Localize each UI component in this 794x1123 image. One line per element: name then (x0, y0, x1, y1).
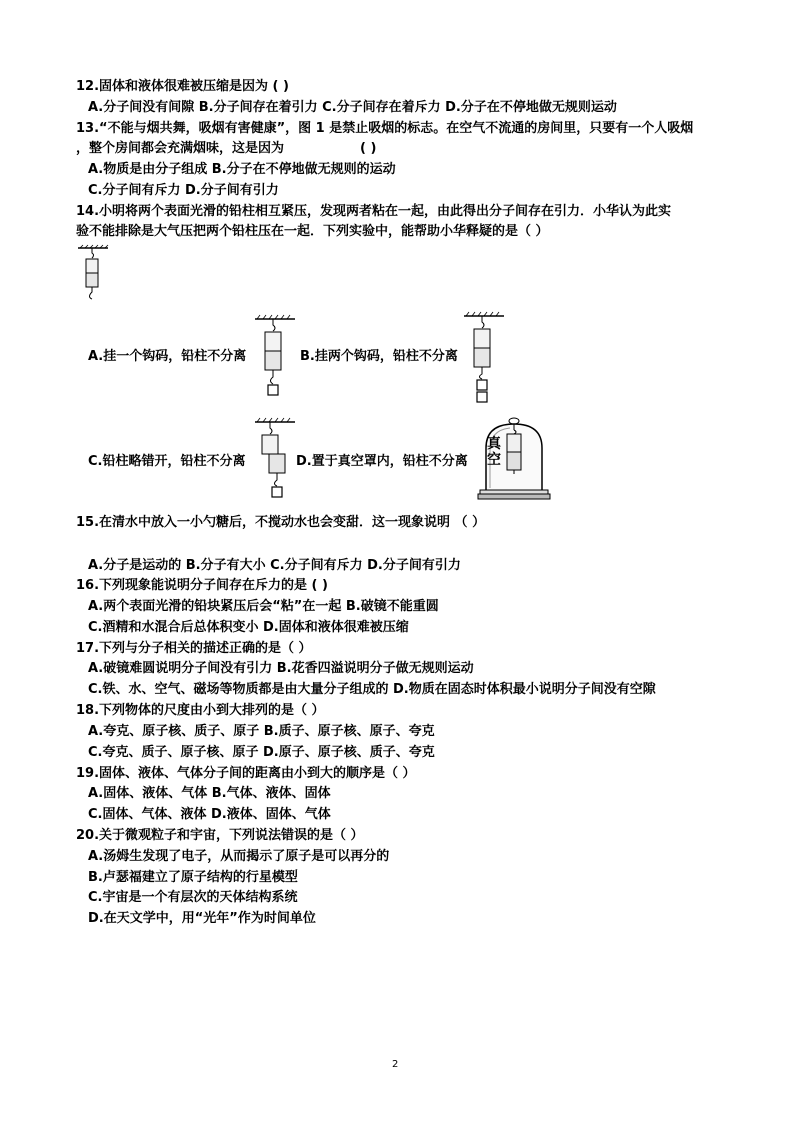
q13-stem-line2: ，整个房间都会充满烟味，这是因为 (76, 141, 285, 156)
q14-option-c: C.铅柱略错开，铅柱不分离 (88, 454, 246, 469)
q16-options-cd: C.酒精和水混合后总体积变小 D.固体和液体很难被压缩 (88, 620, 409, 635)
q15-options: A.分子是运动的 B.分子有大小 C.分子间有斥力 D.分子间有引力 (88, 558, 461, 573)
q20-option-a: A.汤姆生发现了电子，从而揭示了原子是可以再分的 (88, 849, 390, 864)
q20-option-c: C.宇宙是一个有层次的天体结构系统 (88, 890, 298, 905)
option-b-figure (464, 312, 504, 408)
q18-options-ab: A.夸克、原子核、质子、原子 B.质子、原子核、原子、夸克 (88, 724, 435, 739)
q19-options-ab: A.固体、液体、气体 B.气体、液体、固体 (88, 786, 331, 801)
q20-option-b: B.卢瑟福建立了原子结构的行星模型 (88, 870, 298, 885)
original-setup-figure (78, 245, 112, 307)
q17-stem: 17.下列与分子相关的描述正确的是（ ） (76, 641, 312, 656)
q14-option-d: D.置于真空罩内，铅柱不分离 (296, 454, 468, 469)
q13-stem-line1: 13.“不能与烟共舞，吸烟有害健康”，图 1 是禁止吸烟的标志。在空气不流通的房间里，只要有一个人吸烟 (76, 121, 694, 136)
vacuum-label-1: 真 (487, 436, 501, 452)
option-c-figure (255, 418, 299, 502)
q14-stem-line2: 验不能排除是大气压把两个铅柱压在一起．下列实验中，能帮助小华释疑的是（ ） (76, 224, 549, 239)
q13-options-ab: A.物质是由分子组成 B.分子在不停地做无规则的运动 (88, 162, 396, 177)
vacuum-label-2: 空 (487, 452, 501, 468)
q14-option-b: B.挂两个钩码，铅柱不分离 (300, 349, 458, 364)
q13-options-cd: C.分子间有斥力 D.分子间有引力 (88, 183, 279, 198)
q19-options-cd: C.固体、气体、液体 D.液体、固体、气体 (88, 807, 331, 822)
option-a-figure (255, 315, 295, 401)
q12-options: A.分子间没有间隙 B.分子间存在着引力 C.分子间存在着斥力 D.分子在不停地做无规则运动 (88, 100, 617, 115)
q17-options-cd: C.铁、水、空气、磁场等物质都是由大量分子组成的 D.物质在固态时体积最小说明分子间没有空隙 (88, 682, 656, 697)
q14-option-a: A.挂一个钩码，铅柱不分离 (88, 349, 247, 364)
q20-stem: 20.关于微观粒子和宇宙，下列说法错误的是（ ） (76, 828, 364, 843)
q15-stem: 15.在清水中放入一小勺糖后，不搅动水也会变甜．这一现象说明 （ ） (76, 515, 486, 530)
q14-stem-line1: 14.小明将两个表面光滑的铅柱相互紧压，发现两者粘在一起，由此得出分子间存在引力．小华认为此实 (76, 204, 672, 219)
q13-answer-paren: ( ) (360, 141, 377, 156)
q18-stem: 18.下列物体的尺度由小到大排列的是（ ） (76, 703, 325, 718)
page-number: 2 (392, 1059, 399, 1070)
q16-options-ab: A.两个表面光滑的铅块紧压后会“粘”在一起 B.破镜不能重圆 (88, 599, 439, 614)
q16-stem: 16.下列现象能说明分子间存在斥力的是 ( ) (76, 578, 328, 593)
q19-stem: 19.固体、液体、气体分子间的距离由小到大的顺序是（ ） (76, 766, 416, 781)
q17-options-ab: A.破镜难圆说明分子间没有引力 B.花香四溢说明分子做无规则运动 (88, 661, 474, 676)
q12-stem: 12.固体和液体很难被压缩是因为 ( ) (76, 79, 289, 94)
q20-option-d: D.在天文学中，用“光年”作为时间单位 (88, 911, 316, 926)
q18-options-cd: C.夸克、质子、原子核、原子 D.原子、原子核、质子、夸克 (88, 745, 435, 760)
